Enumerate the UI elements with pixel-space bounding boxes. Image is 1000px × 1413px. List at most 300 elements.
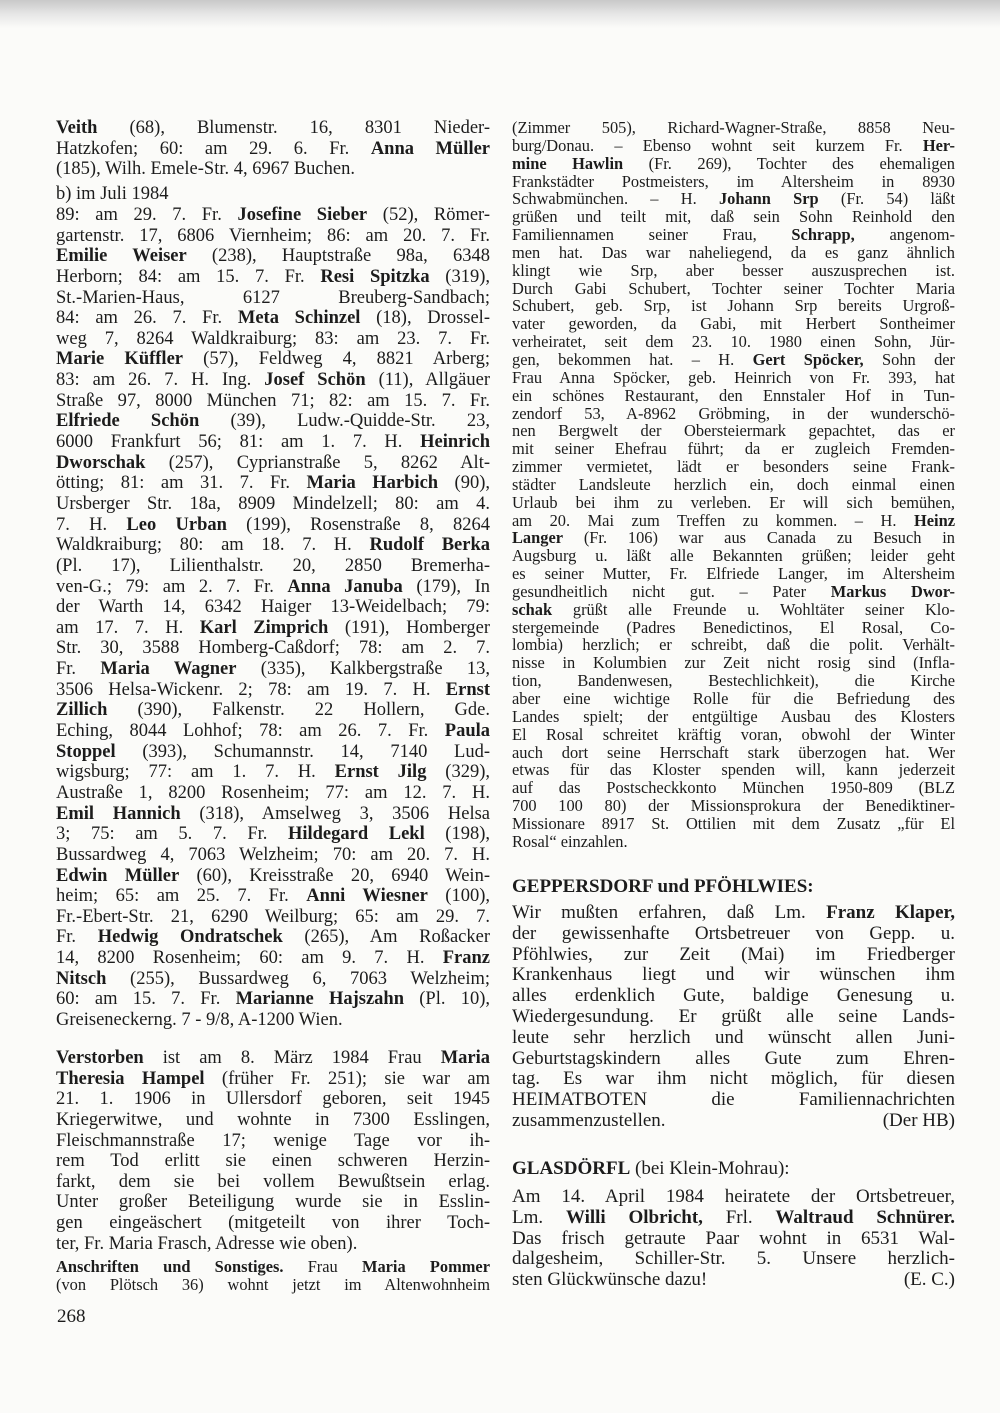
text-run: Am 14. April 1984 heiratete der Ortsbetreuer, — [512, 1186, 955, 1207]
scan-shading — [0, 0, 1000, 28]
text-line — [512, 280, 955, 298]
heading-place: GLASDÖRFL — [512, 1158, 631, 1179]
obituary-paragraph — [56, 1048, 490, 1254]
text-run: men hat. Das war naheliegend, da es ganz ähnlich — [512, 242, 955, 262]
bold-name: Emil Hannich — [56, 803, 181, 824]
subheading-july-1984: b) im Juli 1984 — [56, 184, 169, 204]
text-run: Eching, 8044 Lohhof; 78: am 26. 7. Fr. — [56, 721, 445, 742]
text-line — [512, 190, 955, 208]
text-line — [512, 601, 955, 619]
text-run: alles erdenklich Gute, baldige Genesung u. — [512, 985, 955, 1007]
text-line — [512, 262, 955, 280]
text-run: Krankenhaus liegt und wir wünschen ihm — [512, 964, 955, 986]
text-run: 6000 Frankfurt 56; 81: am 1. 7. H. — [56, 432, 421, 453]
bold-name: Anschriften und Sonstiges. — [56, 1257, 284, 1276]
author-credit: (Der HB) — [882, 1109, 955, 1131]
text-line — [56, 118, 490, 139]
text-run: 700 100 80) der Missionsprokura der Benediktiner- — [512, 796, 955, 816]
text-run: Waldkraiburg; 80: am 18. 7. H. — [56, 535, 370, 556]
text-line — [512, 672, 955, 690]
text-line — [56, 1151, 490, 1172]
text-line — [512, 1069, 955, 1090]
text-line — [56, 391, 490, 412]
text-run: (Fr. 269), Tochter des ehemaligen — [623, 153, 955, 173]
text-run: sten Glückwünsche dazu! — [512, 1269, 708, 1291]
text-run: (68), Blumenstr. 16, 8301 Nieder- — [97, 118, 490, 138]
text-run: Lm. — [512, 1206, 566, 1228]
text-run: Familiennamen seiner Frau, — [512, 225, 792, 245]
text-line — [512, 369, 955, 387]
bold-name: Josef Schön — [264, 370, 366, 391]
text-line — [56, 205, 490, 226]
text-run: der Warth 14, 6342 Haiger 13-Weidelbach; 79: — [56, 597, 490, 618]
text-run: Missionare 8917 St. Ottilien mit dem Zusatz „für El — [512, 813, 955, 833]
text-run: Rosal“ einzahlen. — [512, 831, 628, 851]
text-run: verheiratet, seit dem 23. 10. 1980 einen Sohn, Jür- — [512, 332, 955, 352]
text-line — [512, 1187, 955, 1208]
text-line — [512, 815, 955, 833]
text-line — [512, 173, 955, 191]
bold-name: Dworschak — [56, 452, 146, 473]
text-line — [512, 619, 955, 637]
text-run: am 17. 7. H. — [56, 617, 200, 638]
text-line — [56, 226, 490, 247]
text-line — [56, 659, 490, 680]
text-run: (Zimmer 505), Richard-Wagner-Straße, 8858 Neu- — [512, 118, 955, 137]
text-line — [56, 515, 490, 536]
text-run: Durch Gabi Schubert, Tochter seiner Tochter Maria — [512, 278, 955, 298]
bold-name: Theresia Hampel — [56, 1068, 205, 1089]
text-run: (319), — [429, 266, 490, 287]
text-run: (335), Kalkbergstraße 13, — [236, 659, 491, 680]
text-line — [56, 1048, 490, 1069]
text-line — [56, 1213, 490, 1234]
text-line — [512, 244, 955, 262]
text-run: (57), Feldweg 4, 8821 Arberg; — [183, 349, 490, 370]
text-line — [512, 494, 955, 512]
text-line — [56, 1010, 490, 1031]
birthday-entries-july — [56, 205, 490, 1031]
text-run: es seiner Mutter, Fr. Elfriede Langer, im Altersheim — [512, 564, 955, 584]
text-line — [512, 636, 955, 654]
text-line — [512, 1049, 955, 1070]
text-run: etwas für das Kloster spenden will, kann jederzeit — [512, 760, 955, 780]
text-line — [512, 1229, 955, 1250]
bold-name: Zillich — [56, 700, 108, 721]
text-run: 14, 8200 Rosenheim; 60: am 9. 7. H. — [56, 948, 443, 969]
text-line — [512, 405, 955, 423]
text-run: (393), Schumannstr. 14, 7140 Lud- — [115, 741, 490, 762]
text-run: zimmer vermietet, lädt er besonders seine Frank- — [512, 457, 955, 477]
bold-name: Anna Januba — [287, 576, 403, 597]
text-line — [512, 1111, 955, 1132]
text-line — [56, 329, 490, 350]
text-run: gen, bekommen hat. – H. — [512, 349, 753, 369]
text-run: gartenstr. 17, 6806 Viernheim; 86: am 20. 7. Fr. — [56, 225, 490, 246]
text-run: nisse in Kolumbien zur Zeit nicht rosig sind (Infla- — [512, 653, 955, 673]
text-line — [56, 1069, 490, 1090]
text-run: (390), Falkenstr. 22 Hollern, Gde. — [107, 700, 490, 721]
text-run: Hatzkofen; 60: am 29. 6. Fr. — [56, 138, 371, 159]
text-run: Herborn; 84: am 15. 7. Fr. — [56, 266, 321, 287]
text-line — [512, 924, 955, 945]
text-line — [512, 1270, 955, 1291]
text-run: stergemeinde (Padres Benedictinos, El Rosal, Co- — [512, 617, 955, 637]
text-run: Wir mußten erfahren, daß Lm. — [512, 902, 827, 923]
text-line — [512, 137, 955, 155]
text-run: Urlaub bei ihm zu verleben. Er will sich bemühen, — [512, 492, 955, 512]
text-run: Straße 97, 8000 München 71; 82: am 15. 7. Fr. — [56, 390, 490, 411]
bold-name: Willi Olbricht, — [565, 1206, 703, 1228]
text-line — [56, 1276, 490, 1294]
bold-name: Rudolf Berka — [369, 535, 490, 556]
text-line — [512, 315, 955, 333]
bold-name: Elfriede Schön — [56, 411, 200, 432]
text-run: burg/Donau. – Ebenso wohnt seit kurzem Fr. — [512, 135, 923, 155]
text-run: Frau Anna Spöcker, geb. Heinrich von Fr. 393, hat — [512, 367, 955, 387]
text-line — [512, 761, 955, 779]
text-line — [56, 700, 490, 721]
bold-name: Hildegard Lekl — [287, 824, 425, 845]
text-run: zusammenzustellen. — [512, 1109, 666, 1131]
text-run: dalgesheim, Schiller-Str. 5. Unsere herzlich- — [512, 1248, 955, 1270]
text-run: 60: am 15. 7. Fr. — [56, 989, 236, 1010]
text-run: (Pl. 17), Lilienthalstr. 20, 2850 Bremerha- — [56, 555, 490, 576]
text-run: 3506 Helsa-Wickenr. 2; 78: am 19. 7. H. — [56, 679, 446, 700]
text-run: (318), Amselweg 3, 3506 Helsa — [180, 803, 490, 824]
text-run: angenom- — [854, 225, 955, 245]
section-heading-geppersdorf: GEPPERSDORF und PFÖHLWIES: — [512, 876, 814, 897]
text-run: zendorf 53, A-8962 Gröbming, in der wunderschö- — [512, 403, 955, 423]
text-run: HEIMATBOTEN die Familiennachrichten — [512, 1089, 955, 1111]
text-run: Landes spielt; der entgültige Ausbau des Klosters — [512, 706, 955, 726]
text-line — [56, 804, 490, 825]
bold-name: Emilie Weiser — [56, 246, 187, 267]
text-line — [56, 907, 490, 928]
text-line — [56, 948, 490, 969]
text-run: St.-Marien-Haus, 6127 Breuberg-Sandbach; — [56, 287, 490, 308]
text-run: Unter großer Beteiligung wurde sie in Esslin- — [56, 1192, 490, 1213]
text-run: ter, Fr. Maria Frasch, Adresse wie oben). — [56, 1233, 358, 1254]
glasdoerfl-paragraph — [512, 1187, 955, 1291]
text-line — [56, 159, 490, 180]
text-run: Bussardweg 4, 7063 Welzheim; 70: am 20. 7. H. — [56, 844, 490, 865]
text-run: vater geworden, da Gabi, mit Herbert Sontheimer — [512, 314, 955, 334]
text-run: ötting; 81: am 31. 7. Fr. — [56, 473, 307, 494]
text-run: (18), Drossel- — [360, 308, 490, 329]
text-line — [512, 654, 955, 672]
text-run: Augsburg u. läßt alle Bekannten grüßen; leider geht — [512, 546, 955, 566]
bold-name: Anni Wiesner — [306, 886, 428, 907]
text-run: Austraße 1, 8200 Rosenheim; 77: am 12. 7. H. — [56, 782, 490, 803]
bold-name: Ernst Jilg — [334, 762, 427, 783]
bold-name: Verstorben — [56, 1048, 144, 1068]
text-run: rem Tod erlitt sie einen schweren Herzin- — [56, 1151, 490, 1172]
addresses-paragraph-continued — [512, 119, 955, 851]
text-run: Pföhlwies, zur Zeit (Mai) im Friedberger — [512, 943, 955, 965]
text-line — [56, 411, 490, 432]
bold-name: Nitsch — [56, 968, 107, 989]
text-run: (191), Homberger — [328, 617, 490, 638]
bold-name: Leo Urban — [126, 514, 227, 535]
text-run: 21. 1. 1906 in Ullersdorf geboren, seit 1945 — [56, 1089, 490, 1110]
text-run: (238), Hauptstraße 98a, 6348 — [186, 246, 490, 267]
text-line — [56, 577, 490, 598]
text-line — [56, 618, 490, 639]
bold-name: Josefine Sieber — [237, 205, 368, 225]
text-run: mit seiner Ehefrau führt; da er zugleich Fremden- — [512, 439, 955, 459]
text-line — [56, 267, 490, 288]
text-line — [56, 886, 490, 907]
text-run: (52), Römer- — [367, 205, 491, 225]
text-run: lombia) herzlich; er schreibt, daß die polit. Verhält- — [512, 635, 955, 655]
text-line — [512, 226, 955, 244]
text-run: (199), Rosenstraße 8, 8264 — [226, 514, 490, 535]
geppersdorf-paragraph — [512, 903, 955, 1132]
text-line — [512, 779, 955, 797]
text-line — [56, 349, 490, 370]
text-line — [512, 422, 955, 440]
bold-name: Gert Spöcker, — [752, 349, 864, 369]
text-line — [512, 387, 955, 405]
bold-name: Franz — [442, 948, 490, 969]
text-run: (329), — [426, 762, 490, 783]
text-run: aber eine wichtige Rolle für die Befriedung des — [512, 689, 955, 708]
text-line — [56, 989, 490, 1010]
text-run: 3; 75: am 5. 7. Fr. — [56, 824, 288, 845]
text-line — [512, 512, 955, 530]
text-line — [512, 440, 955, 458]
text-line — [512, 333, 955, 351]
text-line — [512, 1249, 955, 1270]
text-run: Schubert, geb. Srp, ist Johann Srp bereits Urgroß- — [512, 296, 955, 316]
text-run: Geburtstagskindern alles Gute zum Ehren- — [512, 1047, 955, 1069]
text-line — [56, 597, 490, 618]
text-run: (Fr. 106) war aus Canada zu Besuch in — [563, 528, 955, 548]
text-line — [56, 783, 490, 804]
text-run: (Fr. 54) läßt — [818, 189, 955, 209]
text-line — [56, 1110, 490, 1131]
section-heading-glasdoerfl — [512, 1158, 790, 1179]
text-run: am 20. Mai zum Treffen zu kommen. – H. — [512, 510, 915, 530]
text-line — [512, 903, 955, 924]
bold-name: Maria Pommer — [361, 1257, 490, 1276]
text-line — [56, 1172, 490, 1193]
text-run: Schwabmünchen. – H. — [512, 189, 719, 209]
text-line — [512, 708, 955, 726]
bold-name: Ernst — [445, 679, 490, 700]
text-line — [512, 565, 955, 583]
text-run: (60), Kreisstraße 20, 6940 Wein- — [179, 865, 490, 886]
text-line — [56, 824, 490, 845]
bold-name: Markus Dwor- — [830, 581, 955, 601]
text-run: Das frisch getraute Paar wohnt in 6531 Wal- — [512, 1227, 955, 1249]
text-line — [56, 556, 490, 577]
text-run: (11), Allgäuer — [365, 370, 491, 391]
text-run: (198), — [424, 824, 491, 845]
page-number: 268 — [57, 1306, 86, 1327]
text-line — [56, 969, 490, 990]
text-line — [56, 1258, 490, 1276]
bold-name: Karl Zimprich — [199, 617, 329, 638]
bold-name: Heinrich — [420, 432, 490, 453]
text-run: heim; 65: am 25. 7. Fr. — [56, 886, 307, 907]
text-line — [512, 155, 955, 173]
bold-name: Johann Srp — [718, 189, 819, 209]
text-run: (265), Am Roßacker — [282, 927, 491, 948]
text-run: ein schönes Restaurant, den Ennstaler Hof in Tun- — [512, 385, 955, 405]
bold-name: schak — [512, 599, 553, 619]
text-run: Fr. — [56, 659, 101, 680]
bold-name: Anna Müller — [370, 138, 491, 159]
text-line — [56, 927, 490, 948]
text-line — [56, 1234, 490, 1255]
text-run: (von Plötsch 36) wohnt jetzt im Altenwohnheim — [56, 1275, 490, 1294]
text-run: tag. Es war ihm nicht möglich, für diesen — [512, 1068, 955, 1090]
text-line — [512, 744, 955, 762]
text-run: (255), Bussardweg 6, 7063 Welzheim; — [106, 968, 490, 989]
text-line — [56, 535, 490, 556]
bold-name: Maria Wagner — [100, 659, 237, 680]
text-run: Frl. — [702, 1206, 776, 1228]
text-run: Sohn der — [863, 349, 955, 369]
text-run: klingt wie Srp, aber besser auszusprechen ist. — [512, 260, 955, 280]
text-line — [512, 833, 955, 851]
text-run: tion, Bandenwesen, Bestechlichkeit), die Kirche — [512, 671, 955, 691]
text-run: ist am 8. März 1984 Frau — [143, 1048, 441, 1068]
text-run: gen eingeäschert (mitgeteilt von ihrer Toch- — [56, 1213, 490, 1234]
text-line — [512, 297, 955, 315]
birthday-entries-june-end — [56, 118, 490, 180]
text-line — [56, 866, 490, 887]
bold-name: Hedwig Ondratschek — [97, 927, 283, 948]
addresses-paragraph — [56, 1258, 490, 1294]
bold-name: Marianne Hajszahn — [235, 989, 404, 1010]
text-line — [512, 458, 955, 476]
text-run: Fleischmannstraße 17; wenige Tage vor ih- — [56, 1130, 490, 1151]
text-run: (90), — [438, 473, 491, 494]
text-run: wigsburg; 77: am 1. 7. H. — [56, 762, 335, 783]
text-line — [56, 845, 490, 866]
bold-name: Waltraud Schnürer. — [775, 1206, 955, 1228]
text-run: Fr. — [56, 927, 98, 948]
text-run: städter Landsleute herzlich ein, doch einmal einen — [512, 474, 955, 494]
text-line — [512, 208, 955, 226]
bold-name: Maria Harbich — [306, 473, 439, 494]
bold-name: Langer — [512, 528, 563, 548]
text-line — [512, 965, 955, 986]
bold-name: Meta Schinzel — [237, 308, 361, 329]
text-line — [56, 680, 490, 701]
bold-name: Heinz — [914, 510, 955, 530]
text-run: (100), — [427, 886, 491, 907]
text-run: (Pl. 10), — [404, 989, 491, 1010]
bold-name: Veith — [56, 118, 98, 138]
text-line — [56, 762, 490, 783]
text-run: ven-G.; 79: am 2. 7. Fr. — [56, 576, 288, 597]
text-run: auch dort seine Herrschaft stark überzogen hat. Wer — [512, 742, 955, 762]
text-run: gesundheitlich nicht gut. – Pater — [512, 581, 831, 601]
text-run: der gewissenhafte Ortsbetreuer von Gepp. u. — [512, 922, 955, 944]
text-line — [56, 139, 490, 160]
text-run: (185), Wilh. Emele-Str. 4, 6967 Buchen. — [56, 159, 355, 180]
bold-name: mine Hawlin — [512, 153, 624, 173]
text-line — [56, 494, 490, 515]
text-run: Fr.-Ebert-Str. 21, 6290 Weilburg; 65: am 29. 7. — [56, 906, 490, 927]
text-line — [56, 1089, 490, 1110]
text-run: Greiseneckerng. 7 - 9/8, A-1200 Wien. — [56, 1009, 343, 1030]
text-line — [512, 1007, 955, 1028]
bold-name: Marie Küffler — [56, 349, 183, 370]
text-line — [56, 721, 490, 742]
bold-name: Franz Klaper, — [826, 902, 955, 923]
text-run: (179), In — [402, 576, 491, 597]
text-run: 83: am 26. 7. H. Ing. — [56, 370, 265, 391]
text-line — [512, 351, 955, 369]
bold-name: Paula — [444, 721, 490, 742]
text-line — [512, 690, 955, 708]
text-line — [512, 986, 955, 1007]
text-run: (257), Cyprianstraße 5, 8262 Alt- — [145, 452, 490, 473]
text-line — [512, 1028, 955, 1049]
text-run: (39), Ludw.-Quidde-Str. 23, — [199, 411, 491, 432]
text-run: 7. H. — [56, 514, 127, 535]
text-line — [56, 1192, 490, 1213]
text-run: Frankstädter Postmeisters, im Altersheim in 8930 — [512, 171, 955, 191]
text-line — [56, 246, 490, 267]
author-credit: (E. C.) — [903, 1269, 955, 1291]
text-line — [512, 547, 955, 565]
text-run: Wiedergesundung. Er grüßt alle seine Lands- — [512, 1005, 955, 1027]
bold-name: Edwin Müller — [56, 865, 180, 886]
text-line — [56, 1131, 490, 1152]
text-run: 84: am 26. 7. Fr. — [56, 308, 238, 329]
bold-name: Her- — [922, 135, 955, 155]
text-line — [56, 288, 490, 309]
text-line — [512, 726, 955, 744]
text-run: 89: am 29. 7. Fr. — [56, 205, 238, 225]
text-line — [512, 583, 955, 601]
text-run: Frau — [283, 1257, 362, 1276]
bold-name: Resi Spitzka — [320, 266, 430, 287]
text-run: leute sehr herzlich und wünscht allen Juni- — [512, 1026, 955, 1048]
text-line — [512, 1208, 955, 1229]
text-run: farkt, dem sie bei vollem Bewußtsein erlag. — [56, 1171, 490, 1192]
text-run: weg 7, 8264 Waldkraiburg; 83: am 23. 7. Fr. — [56, 328, 490, 349]
text-line — [56, 432, 490, 453]
bold-name: Maria — [440, 1048, 490, 1068]
text-line — [512, 1090, 955, 1111]
heading-suffix: (bei Klein-Mohrau): — [630, 1158, 790, 1179]
text-run: auf das Postscheckkonto München 1950-809 (BLZ — [512, 778, 955, 798]
text-line — [512, 945, 955, 966]
text-line — [56, 453, 490, 474]
text-run: grüßen und teilt mit, daß sein Sohn Reinhold den — [512, 207, 955, 227]
text-run: Kriegerwitwe, und wohnte in 7300 Esslingen, — [56, 1109, 490, 1130]
bold-name: Schrapp, — [791, 225, 855, 245]
text-run: (früher Fr. 251); sie war am — [204, 1068, 490, 1089]
text-line — [56, 370, 490, 391]
text-run: El Rosal schreitet kräftig voran, obwohl der Winter — [512, 724, 955, 744]
text-run: Ursberger Str. 18a, 8909 Mindelzell; 80: am 4. — [56, 493, 490, 514]
text-line — [56, 308, 490, 329]
text-line — [512, 529, 955, 547]
text-line — [512, 797, 955, 815]
text-line — [512, 119, 955, 137]
text-line — [56, 638, 490, 659]
text-line — [56, 473, 490, 494]
bold-name: Stoppel — [56, 741, 116, 762]
